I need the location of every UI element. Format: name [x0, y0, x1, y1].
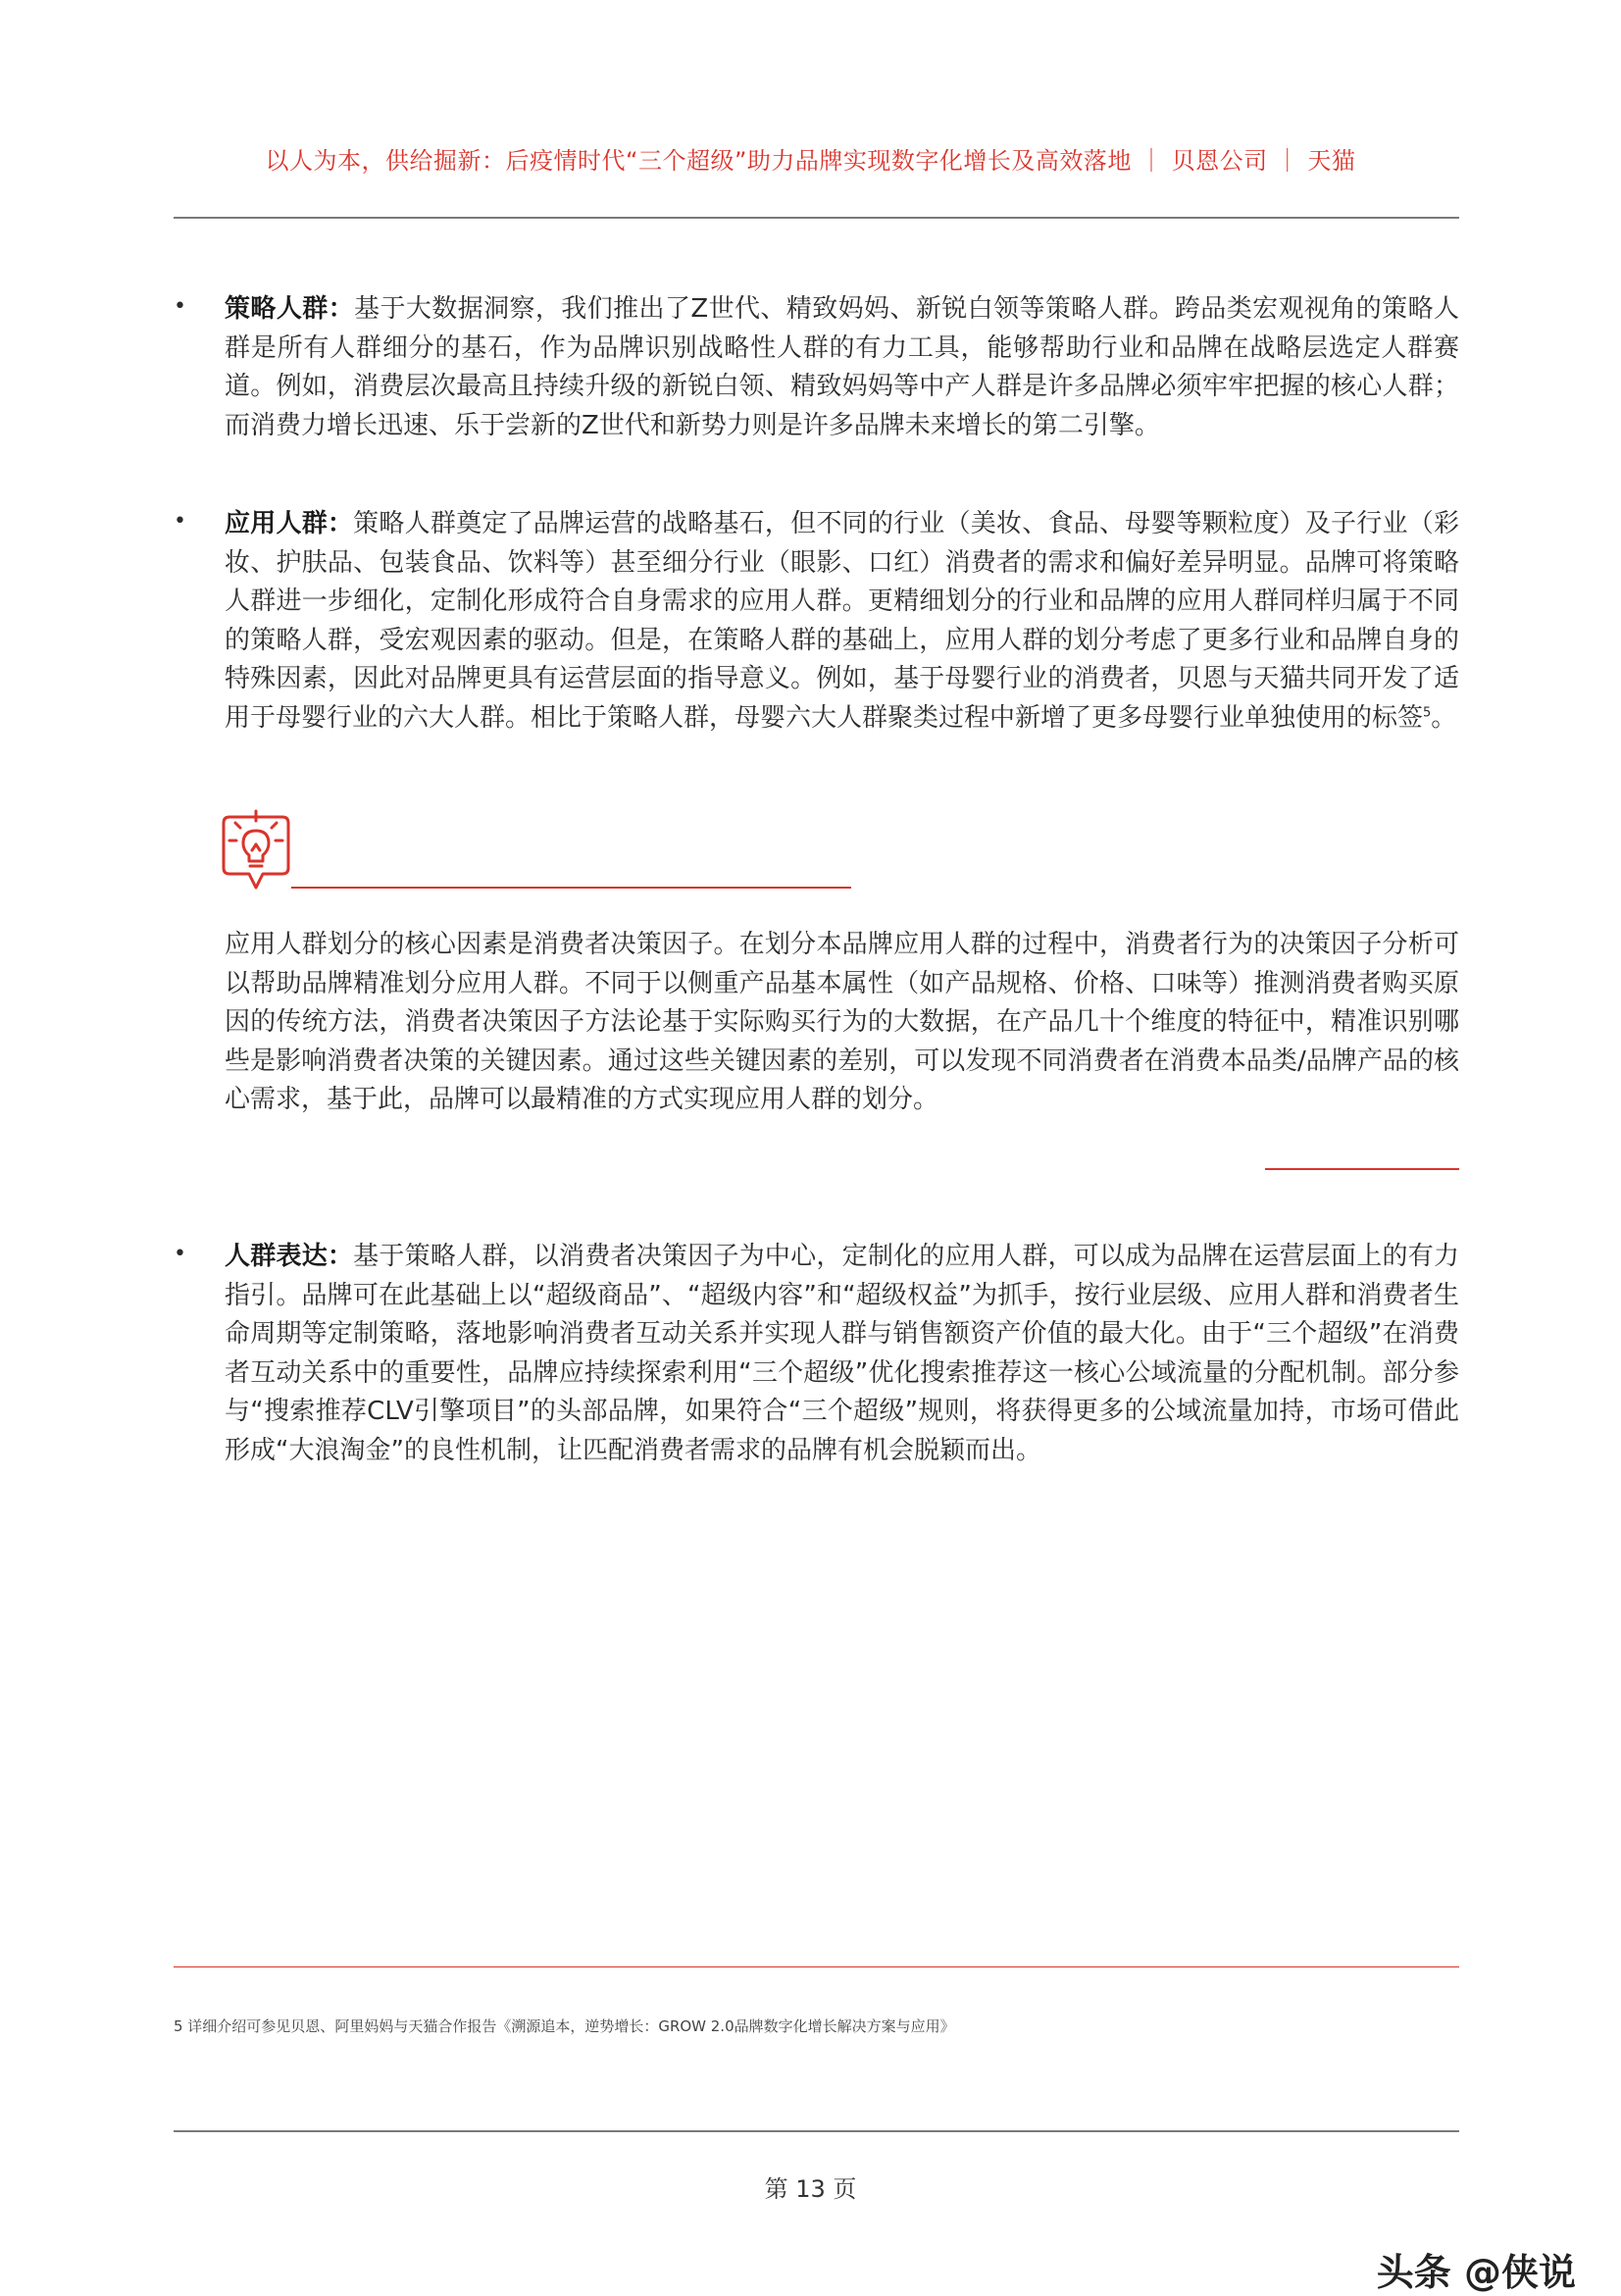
header-divider: [174, 217, 1459, 219]
footnote-ref: 5: [1423, 704, 1432, 720]
footnote-divider: [174, 1966, 1459, 1967]
bullet-expression: [174, 1238, 1459, 1470]
bullet-dot: •: [174, 294, 186, 319]
application-end: 。: [1431, 702, 1457, 733]
insight-divider-top: [291, 887, 851, 889]
bullet-dot: •: [174, 509, 186, 534]
strategy-label: 策略人群：: [225, 294, 355, 324]
insight-divider-bottom: [1265, 1168, 1459, 1170]
page-number: 第 13 页: [764, 2175, 857, 2203]
application-label: 应用人群：: [225, 509, 354, 538]
insight-paragraph: 应用人群划分的核心因素是消费者决策因子。在划分本品牌应用人群的过程中，消费者行为的决策因子分析可以帮助品牌精准划分应用人群。不同于以侧重产品基本属性（如产品规格、价格、口味等）推测消费者购买原因的传统方法，消费者决策因子方法论基于实际购买行为的大数据，在产品几十个维度的特征中，精准识别哪些是影响消费者决策的关键因素。通过这些关键因素的差别，可以发现不同消费者在消费本品类/品牌产品的核心需求，基于此，品牌可以最精准的方式实现应用人群的划分。: [225, 930, 1459, 1114]
strategy-text: 基于大数据洞察，我们推出了Z世代、精致妈妈、新锐白领等策略人群。跨品类宏观视角的策略人群是所有人群细分的基石，作为品牌识别战略性人群的有力工具，能够帮助行业和品牌在战略层选定人群赛道。例如，消费层次最高且持续升级的新锐白领、精致妈妈等中产人群是许多品牌必须牢牢把握的核心人群；而消费力增长迅速、乐于尝新的Z世代和新势力则是许多品牌未来增长的第二引擎。: [225, 294, 1459, 440]
expression-text: 基于策略人群，以消费者决策因子为中心，定制化的应用人群，可以成为品牌在运营层面上的有力指引。品牌可在此基础上以“超级商品”、“超级内容”和“超级权益”为抓手，按行业层级、应用人群和消费者生命周期等定制策略，落地影响消费者互动关系并实现人群与销售额资产价值的最大化。由于“三个超级”在消费者互动关系中的重要性，品牌应持续探索利用“三个超级”优化搜索推荐这一核心公域流量的分配机制。部分参与“搜索推荐CLV引擎项目”的头部品牌，如果符合“三个超级”规则，将获得更多的公域流量加持，市场可借此形成“大浪淘金”的良性机制，让匹配消费者需求的品牌有机会脱颖而出。: [225, 1242, 1459, 1465]
header-title: 以人为本，供给掘新：后疫情时代“三个超级”助力品牌实现数字化增长及高效落地 ｜ 贝恩公司 ｜ 天猫: [265, 147, 1356, 175]
footer-divider: [174, 2130, 1459, 2132]
strategy-paragraph: [225, 290, 1459, 445]
application-text: 策略人群奠定了品牌运营的战略基石，但不同的行业（美妆、食品、母婴等颗粒度）及子行业（彩妆、护肤品、包装食品、饮料等）甚至细分行业（眼影、口红）消费者的需求和偏好差异明显。品牌可将策略人群进一步细化，定制化形成符合自身需求的应用人群。更精细划分的行业和品牌的应用人群同样归属于不同的策略人群，受宏观因素的驱动。但是，在策略人群的基础上，应用人群的划分考虑了更多行业和品牌自身的特殊因素，因此对品牌更具有运营层面的指导意义。例如，基于母婴行业的消费者，贝恩与天猫共同开发了适用于母婴行业的六大人群。相比于策略人群，母婴六大人群聚类过程中新增了更多母婴行业单独使用的标签: [225, 509, 1459, 733]
application-paragraph: [225, 505, 1459, 738]
expression-paragraph: [225, 1238, 1459, 1470]
bullet-strategy: [174, 290, 1459, 445]
footnote: 5 详细介绍可参见贝恩、阿里妈妈与天猫合作报告《溯源追本，逆势增长：GROW 2.0品牌数字化增长解决方案与应用》: [174, 2017, 955, 2035]
bullet-dot: •: [174, 1242, 186, 1266]
bullet-application: [174, 505, 1459, 738]
expression-label: 人群表达：: [225, 1242, 354, 1271]
lightbulb-icon: [218, 809, 294, 893]
watermark: 头条 @侠说: [1376, 2251, 1576, 2294]
